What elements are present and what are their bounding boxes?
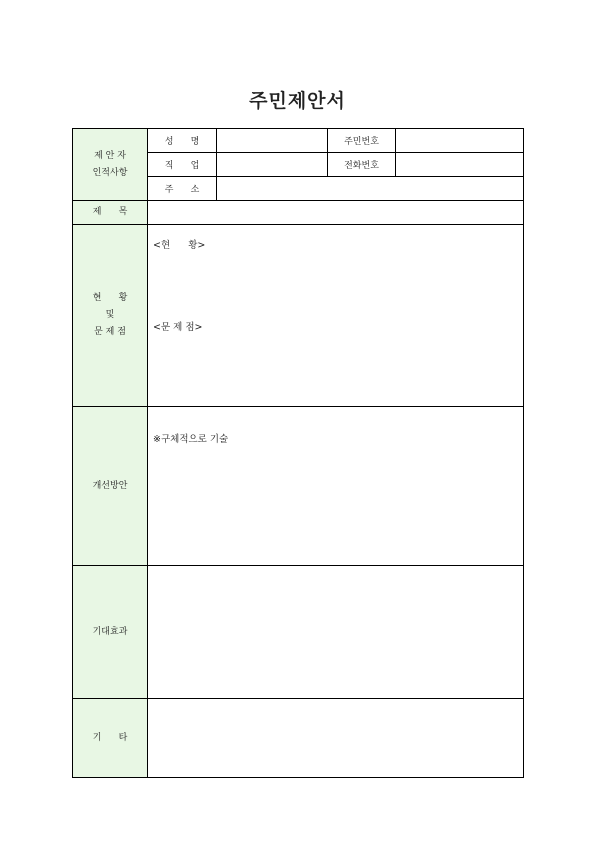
resident-number-field[interactable] [396, 129, 524, 153]
address-field[interactable] [217, 177, 524, 201]
name-field[interactable] [217, 129, 328, 153]
document-title: 주민제안서 [249, 90, 346, 112]
occupation-field[interactable] [217, 153, 328, 177]
proposer-header-line1: 제 안 자 [94, 150, 126, 161]
address-label: 주 소 [148, 177, 217, 201]
resident-number-label: 주민번호 [328, 129, 396, 153]
subject-label: 제 목 [73, 201, 148, 225]
phone-label: 전화번호 [328, 153, 396, 177]
problem-note: <문 제 점> [153, 322, 203, 333]
status-header-line3: 문 제 점 [94, 327, 126, 337]
proposal-form [72, 128, 524, 778]
other-label: 기 타 [73, 699, 148, 778]
phone-field[interactable] [396, 153, 524, 177]
expected-effect-field[interactable] [148, 566, 524, 699]
status-note: <현 황> [153, 240, 206, 251]
proposer-info-header [73, 129, 148, 201]
status-problem-field[interactable] [148, 225, 524, 407]
expected-effect-label: 기대효과 [73, 566, 148, 699]
status-header-line2: 및 [105, 310, 115, 320]
improvement-note: ※구체적으로 기술 [153, 434, 229, 445]
other-field[interactable] [148, 699, 524, 778]
improvement-label: 개선방안 [73, 407, 148, 566]
improvement-field[interactable] [148, 407, 524, 566]
proposer-header-line2: 인적사항 [92, 167, 128, 178]
status-problem-header [73, 225, 148, 407]
occupation-label: 직 업 [148, 153, 217, 177]
subject-field[interactable] [148, 201, 524, 225]
name-label: 성 명 [148, 129, 217, 153]
status-header-line1: 현 황 [92, 293, 128, 303]
